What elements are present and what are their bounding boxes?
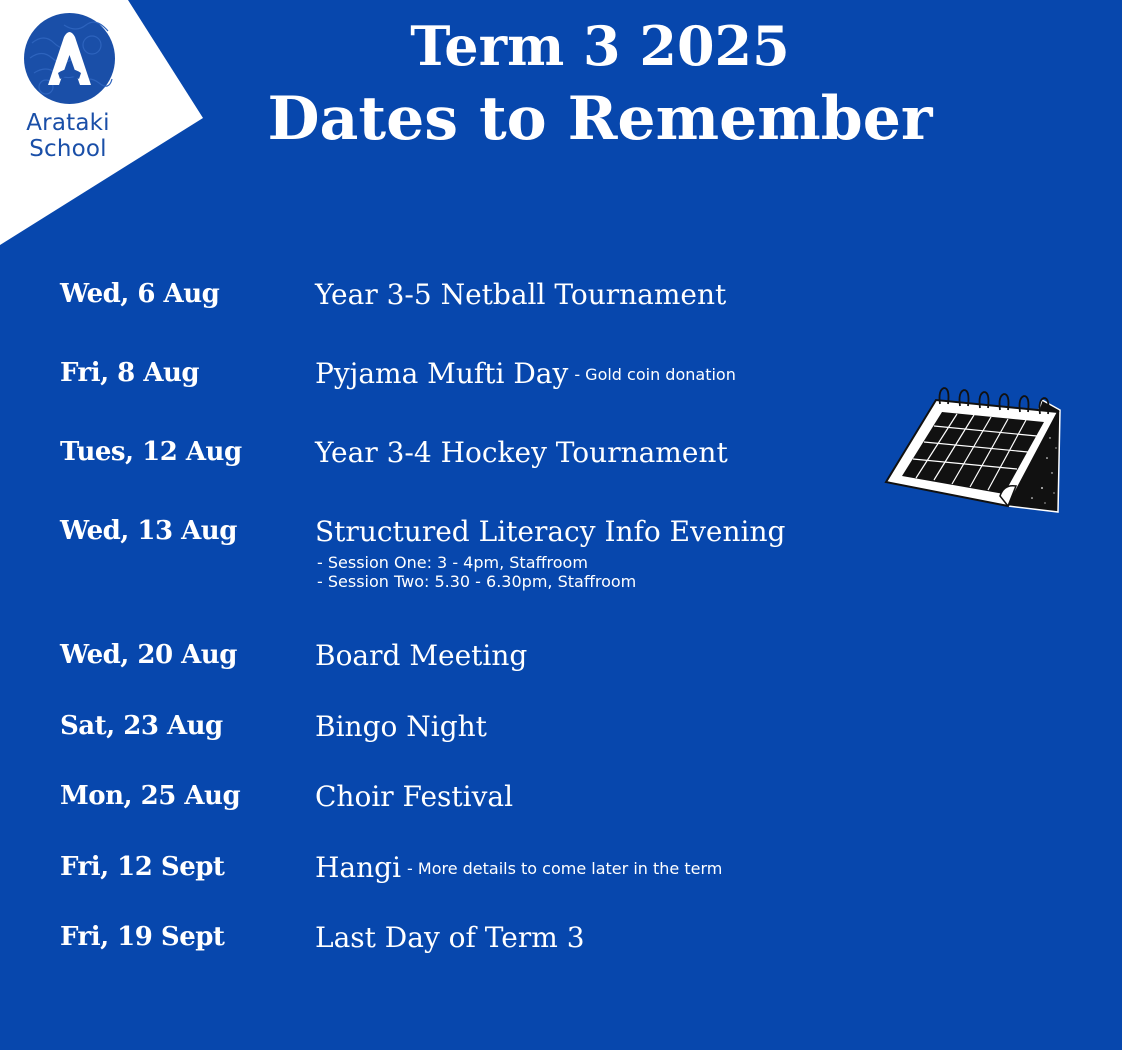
event-title [315, 920, 585, 956]
event-title [315, 514, 785, 550]
event-row [0, 920, 880, 980]
event-title-text: Structured Literacy Info Evening [315, 515, 786, 548]
event-date: Fri, 19 Sept [60, 922, 225, 952]
event-title-text: Year 3-4 Hockey Tournament [315, 436, 728, 469]
arataki-logo-icon [24, 13, 115, 104]
page-title-line1: Term 3 2025 [410, 14, 790, 78]
event-title-text: Year 3-5 Netball Tournament [315, 278, 727, 311]
event-date: Fri, 12 Sept [60, 852, 225, 882]
event-title-text: Pyjama Mufti Day [315, 357, 569, 390]
logo-name-line1: Arataki [26, 110, 110, 136]
event-row [0, 435, 880, 495]
event-title-text: Hangi [315, 851, 402, 884]
event-title-text: Bingo Night [315, 710, 487, 743]
event-row [0, 514, 880, 604]
event-title [315, 277, 726, 313]
event-title [315, 850, 722, 890]
event-row [0, 638, 880, 698]
event-title [315, 435, 728, 471]
event-title-text: Last Day of Term 3 [315, 921, 585, 954]
event-title [315, 356, 736, 396]
event-row [0, 779, 880, 839]
event-date: Wed, 20 Aug [60, 640, 237, 670]
event-note: - Gold coin donation [574, 365, 736, 384]
event-title-text: Board Meeting [315, 639, 528, 672]
event-sub-line: - Session Two: 5.30 - 6.30pm, Staffroom [317, 572, 637, 591]
event-sub-line: - Session One: 3 - 4pm, Staffroom [317, 553, 588, 572]
event-date: Fri, 8 Aug [60, 358, 200, 388]
page-title-line2: Dates to Remember [267, 84, 933, 154]
event-date: Tues, 12 Aug [60, 437, 242, 467]
event-note: - More details to come later in the term [407, 859, 723, 878]
logo-name-line2: School [29, 136, 107, 162]
event-title [315, 779, 513, 815]
event-date: Wed, 13 Aug [60, 516, 237, 546]
event-title [315, 709, 487, 745]
event-date: Wed, 6 Aug [60, 279, 220, 309]
event-date: Mon, 25 Aug [60, 781, 241, 811]
event-title-text: Choir Festival [315, 780, 514, 813]
event-date: Sat, 23 Aug [60, 711, 223, 741]
event-row [0, 709, 880, 769]
event-row [0, 356, 880, 416]
event-title [315, 638, 527, 674]
event-row [0, 850, 880, 910]
event-row [0, 277, 880, 337]
school-logo[interactable] [0, 0, 140, 170]
calendar-icon [882, 378, 1064, 516]
